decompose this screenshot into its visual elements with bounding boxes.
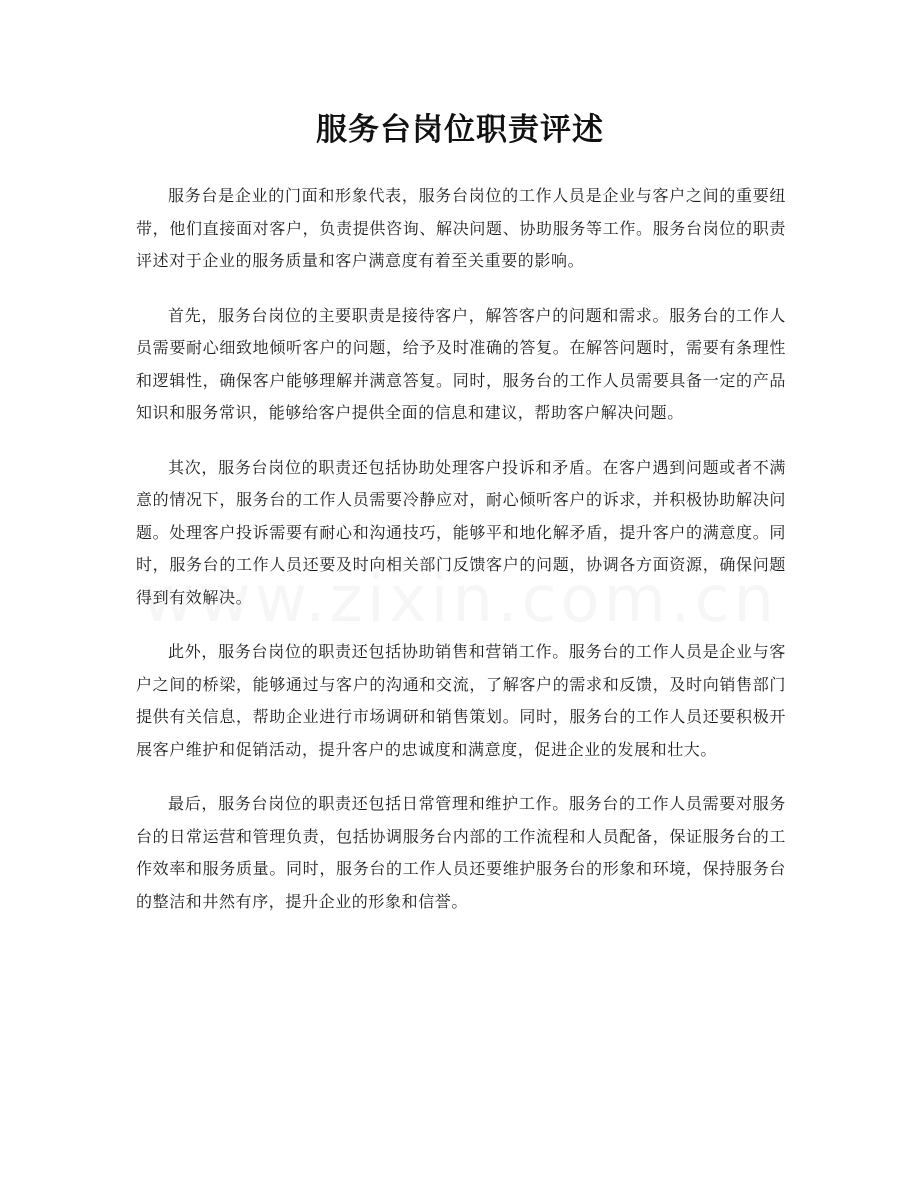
paragraph-4: 此外，服务台岗位的职责还包括协助销售和营销工作。服务台的工作人员是企业与客户之间的桥梁，能够通过与客户的沟通和交流，了解客户的需求和反馈，及时向销售部门提供有关信息，帮助企业进行市场调研和销售策划。同时，服务台的工作人员还要积极开展客户维护和促销活动，提升客户的忠诚度和满意度，促进企业的发展和壮大。 <box>136 642 786 759</box>
paragraph-1: 服务台是企业的门面和形象代表，服务台岗位的工作人员是企业与客户之间的重要纽带，他们直接面对客户，负责提供咨询、解决问题、协助服务等工作。服务台岗位的职责评述对于企业的服务质量和客户满意度有着至关重要的影响。 <box>136 186 786 270</box>
document-title: 服务台岗位职责评述 <box>316 112 604 148</box>
paragraph-5: 最后，服务台岗位的职责还包括日常管理和维护工作。服务台的工作人员需要对服务台的日常运营和管理负责，包括协调服务台内部的工作流程和人员配备，保证服务台的工作效率和服务质量。同时，服务台的工作人员还要维护服务台的形象和环境，保持服务台的整洁和井然有序，提升企业的形象和信誉。 <box>136 794 786 911</box>
document-body <box>136 180 786 940</box>
paragraph-2: 首先，服务台岗位的主要职责是接待客户，解答客户的问题和需求。服务台的工作人员需要耐心细致地倾听客户的问题，给予及时准确的答复。在解答问题时，需要有条理性和逻辑性，确保客户能够理解并满意答复。同时，服务台的工作人员需要具备一定的产品知识和服务常识，能够给客户提供全面的信息和建议，帮助客户解决问题。 <box>136 305 786 422</box>
paragraph-3: 其次，服务台岗位的职责还包括协助处理客户投诉和矛盾。在客户遇到问题或者不满意的情况下，服务台的工作人员需要冷静应对，耐心倾听客户的诉求，并积极协助解决问题。处理客户投诉需要有耐心和沟通技巧，能够平和地化解矛盾，提升客户的满意度。同时，服务台的工作人员还要及时向相关部门反馈客户的问题，协调各方面资源，确保问题得到有效解决。 <box>136 457 786 607</box>
